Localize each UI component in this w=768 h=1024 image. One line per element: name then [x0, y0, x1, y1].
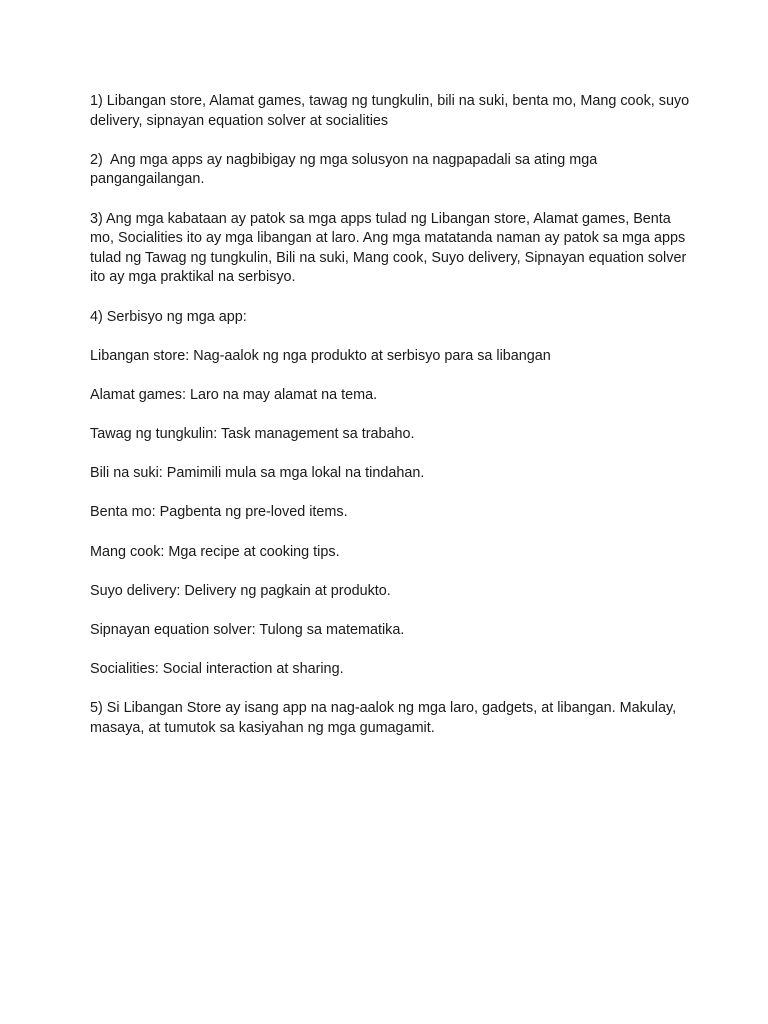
answer-5-paragraph: 5) Si Libangan Store ay isang app na nag-aalok ng mga laro, gadgets, at libangan. Makulay, masaya, at tumutok sa kasiyahan ng mga gumagamit.: [90, 700, 681, 736]
answer-1-paragraph: 1) Libangan store, Alamat games, tawag ng tungkulin, bili na suki, benta mo, Mang cook, suyo delivery, sipnayan equation solver at socialities: [90, 93, 694, 129]
service-socialities: Socialities: Social interaction at sharing.: [90, 661, 344, 678]
service-alamat-games: Alamat games: Laro na may alamat na tema.: [90, 386, 378, 403]
service-libangan-store: Libangan store: Nag-aalok ng nga produkto at serbisyo para sa libangan: [90, 347, 551, 364]
document-body: [90, 92, 694, 758]
service-tawag-ng-tungkulin: Tawag ng tungkulin: Task management sa trabaho.: [90, 426, 415, 443]
service-mang-cook: Mang cook: Mga recipe at cooking tips.: [90, 543, 340, 560]
service-benta-mo: Benta mo: Pagbenta ng pre-loved items.: [90, 504, 348, 521]
answer-4-heading: 4) Serbisyo ng mga app:: [90, 308, 247, 325]
service-bili-na-suki: Bili na suki: Pamimili mula sa mga lokal na tindahan.: [90, 465, 425, 482]
answer-3-paragraph: 3) Ang mga kabataan ay patok sa mga apps tulad ng Libangan store, Alamat games, Benta mo, Socialities ito ay mga libangan at laro. Ang mga matatanda naman ay patok sa mga apps tulad ng Tawag ng tungkulin, Bili na suki, Mang cook, Suyo delivery, Sipnayan equation solver ito ay mga praktikal na serbisyo.: [90, 210, 691, 286]
service-suyo-delivery: Suyo delivery: Delivery ng pagkain at produkto.: [90, 582, 391, 599]
service-sipnayan-equation-solver: Sipnayan equation solver: Tulong sa matematika.: [90, 622, 405, 639]
answer-2-paragraph: 2) Ang mga apps ay nagbibigay ng mga solusyon na nagpapadali sa ating mga pangangailangan.: [90, 151, 602, 188]
